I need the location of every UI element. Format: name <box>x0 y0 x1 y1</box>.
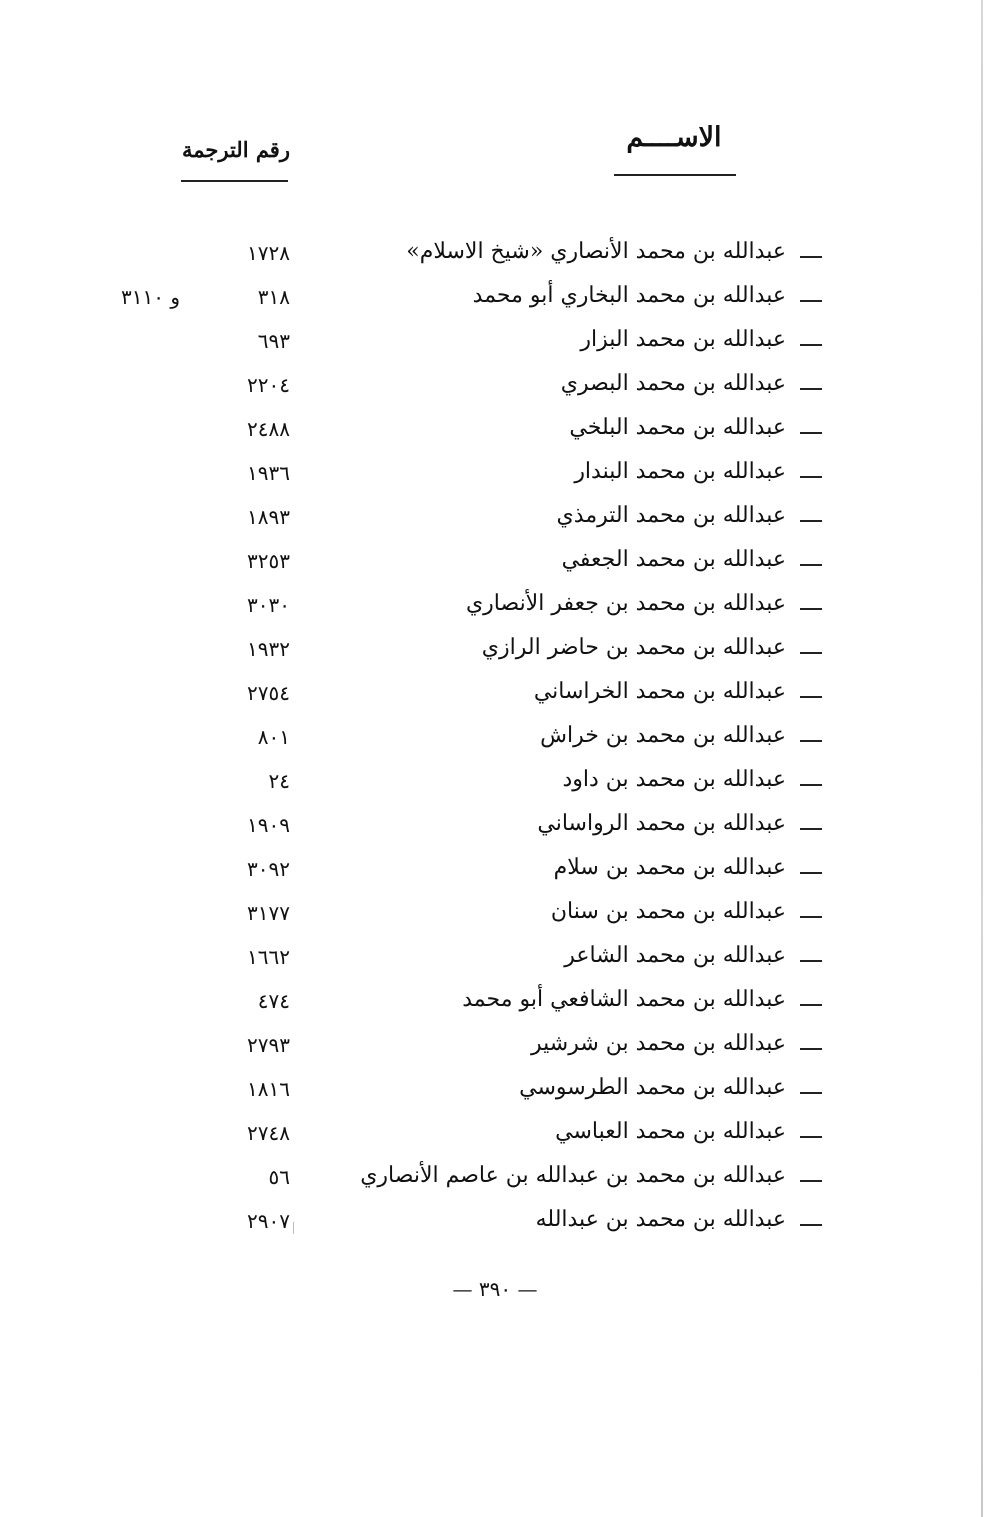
entry-name: عبدالله بن محمد بن داود <box>562 767 786 792</box>
entry-additional-number: و ٣١١٠ <box>121 285 180 309</box>
entry-dash <box>800 300 822 302</box>
index-entry-row <box>0 808 1006 848</box>
entry-name: عبدالله بن محمد الترمذي <box>556 503 786 528</box>
entry-name: عبدالله بن محمد الجعفي <box>561 547 786 572</box>
index-entry-row <box>0 236 1006 276</box>
entry-name: عبدالله بن محمد بن سنان <box>550 899 786 924</box>
entry-name: عبدالله بن محمد البندار <box>574 459 786 484</box>
index-entry-row <box>0 544 1006 584</box>
entry-dash <box>800 256 822 258</box>
entry-dash <box>800 1224 822 1226</box>
entry-dash <box>800 740 822 742</box>
entry-name: عبدالله بن محمد بن عبدالله <box>535 1207 786 1232</box>
name-header-underline <box>614 174 736 176</box>
entry-dash <box>800 960 822 962</box>
number-column-header: رقم الترجمة <box>181 137 290 162</box>
entry-name: عبدالله بن محمد البلخي <box>569 415 786 440</box>
entry-name: عبدالله بن محمد بن حاضر الرازي <box>481 635 786 660</box>
index-entry-row <box>0 1028 1006 1068</box>
entry-translation-number: ٢٧٤٨ <box>247 1121 290 1145</box>
entry-name: عبدالله بن محمد بن عبدالله بن عاصم الأنصاري <box>360 1163 786 1188</box>
entry-dash <box>800 608 822 610</box>
entry-translation-number: ٣٠٣٠ <box>247 593 290 617</box>
entry-dash <box>800 432 822 434</box>
index-entry-row <box>0 720 1006 760</box>
entry-translation-number: ٢٧٩٣ <box>247 1033 290 1057</box>
index-entry-row <box>0 280 1006 320</box>
entry-translation-number: ٢٤٨٨ <box>247 417 290 441</box>
index-entry-row <box>0 1072 1006 1112</box>
entry-translation-number: ١٨٩٣ <box>247 505 290 529</box>
entry-dash <box>800 1136 822 1138</box>
page-number: — ٣٩٠ — <box>452 1277 538 1301</box>
index-entry-row <box>0 984 1006 1024</box>
entry-name: عبدالله بن محمد البخاري أبو محمد <box>472 283 786 308</box>
entry-name: عبدالله بن محمد الرواساني <box>537 811 786 836</box>
entry-dash <box>800 652 822 654</box>
entry-translation-number: ٦٩٣ <box>257 329 290 353</box>
index-entry-row <box>0 896 1006 936</box>
index-entry-row <box>0 1204 1006 1244</box>
entry-dash <box>800 784 822 786</box>
entry-translation-number: ١٦٦٢ <box>247 945 290 969</box>
entry-translation-number: ١٨١٦ <box>247 1077 290 1101</box>
index-entry-row <box>0 852 1006 892</box>
entry-translation-number: ٣٠٩٢ <box>247 857 290 881</box>
entry-dash <box>800 1092 822 1094</box>
entry-translation-number: ١٧٢٨ <box>247 241 290 265</box>
number-header-underline <box>181 180 288 182</box>
entry-dash <box>800 388 822 390</box>
entry-translation-number: ٢٩٠٧ <box>247 1209 290 1233</box>
entry-name: عبدالله بن محمد العباسي <box>555 1119 786 1144</box>
index-entry-row <box>0 632 1006 672</box>
entry-name: عبدالله بن محمد البصري <box>560 371 786 396</box>
index-entry-row <box>0 1160 1006 1200</box>
entry-dash <box>800 872 822 874</box>
index-entry-row <box>0 368 1006 408</box>
entry-translation-number: ١٩٣٦ <box>247 461 290 485</box>
index-entry-row <box>0 588 1006 628</box>
entry-name: عبدالله بن محمد الشافعي أبو محمد <box>462 987 786 1012</box>
entry-translation-number: ١٩٠٩ <box>247 813 290 837</box>
index-entry-row <box>0 940 1006 980</box>
entry-dash <box>800 344 822 346</box>
index-entry-row <box>0 324 1006 364</box>
entry-dash <box>800 564 822 566</box>
entry-translation-number: ٨٠١ <box>257 725 290 749</box>
entry-translation-number: ٤٧٤ <box>257 989 290 1013</box>
entry-translation-number: ١٩٣٢ <box>247 637 290 661</box>
entry-translation-number: ٣١٨ <box>257 285 290 309</box>
scan-mark <box>293 1222 302 1234</box>
entry-translation-number: ٢٤ <box>268 769 290 793</box>
index-entry-row <box>0 676 1006 716</box>
entry-name: عبدالله بن محمد الشاعر <box>564 943 786 968</box>
index-entry-row <box>0 456 1006 496</box>
entry-name: عبدالله بن محمد بن خراش <box>540 723 786 748</box>
index-entry-row <box>0 500 1006 540</box>
entry-translation-number: ٣٢٥٣ <box>247 549 290 573</box>
name-column-header: الاســــم <box>626 122 722 153</box>
entry-translation-number: ٢٢٠٤ <box>247 373 290 397</box>
entry-name: عبدالله بن محمد بن جعفر الأنصاري <box>465 591 786 616</box>
entry-dash <box>800 916 822 918</box>
entry-name: عبدالله بن محمد البزار <box>580 327 786 352</box>
index-entry-row <box>0 412 1006 452</box>
entry-name: عبدالله بن محمد الخراساني <box>533 679 786 704</box>
entry-name: عبدالله بن محمد بن شرشير <box>531 1031 786 1056</box>
entry-dash <box>800 476 822 478</box>
entry-name: عبدالله بن محمد الأنصاري «شيخ الاسلام» <box>406 239 786 264</box>
index-entry-row <box>0 764 1006 804</box>
entry-dash <box>800 1048 822 1050</box>
index-entry-row <box>0 1116 1006 1156</box>
entry-dash <box>800 520 822 522</box>
entry-name: عبدالله بن محمد الطرسوسي <box>519 1075 786 1100</box>
entry-translation-number: ٥٦ <box>268 1165 290 1189</box>
entry-dash <box>800 828 822 830</box>
entry-translation-number: ٢٧٥٤ <box>247 681 290 705</box>
entry-dash <box>800 1180 822 1182</box>
entry-translation-number: ٣١٧٧ <box>247 901 290 925</box>
entry-name: عبدالله بن محمد بن سلام <box>553 855 786 880</box>
entry-dash <box>800 696 822 698</box>
entry-dash <box>800 1004 822 1006</box>
